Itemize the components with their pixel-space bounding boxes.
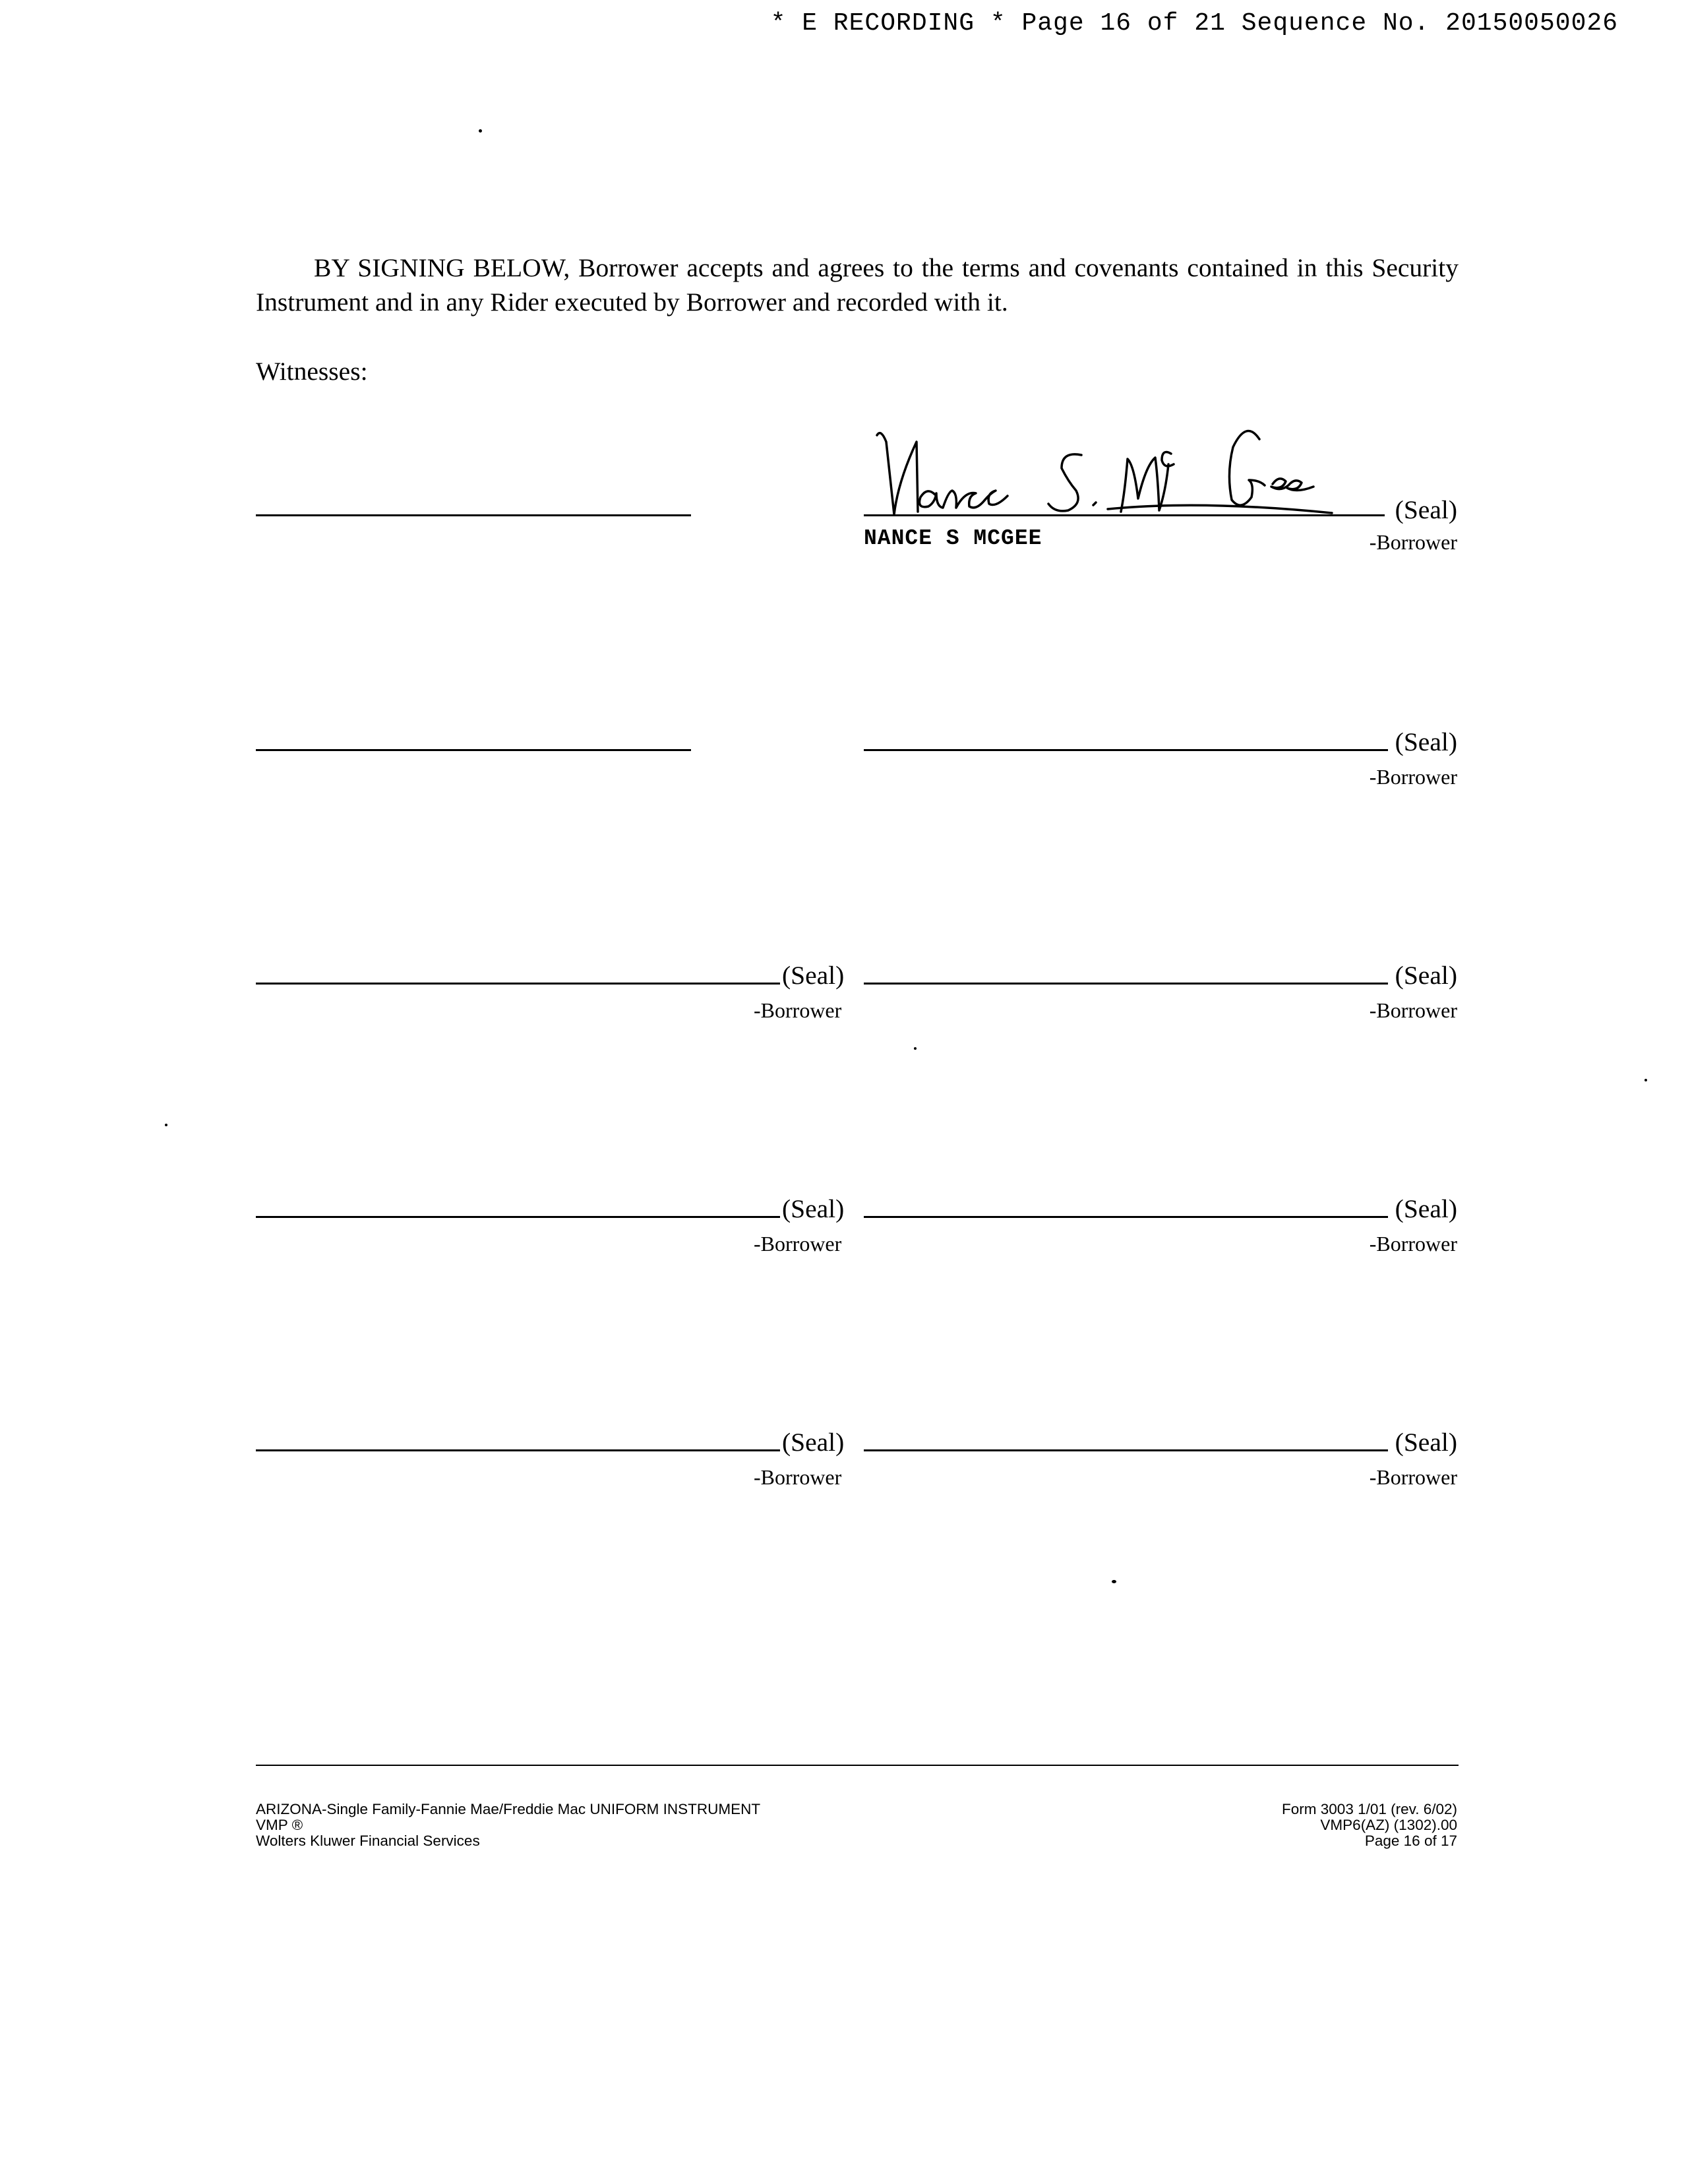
footer-form-number <box>1282 1802 1457 1849</box>
borrower-label: -Borrower <box>1369 765 1457 789</box>
scan-speck <box>914 1047 917 1050</box>
borrower-label: -Borrower <box>754 998 842 1022</box>
footer-form-code: Form 3003 1/01 (rev. 6/02) <box>1282 1801 1457 1817</box>
borrower-line-4-left <box>256 1216 780 1218</box>
scan-speck <box>165 1124 167 1126</box>
recording-stamp: * E RECORDING * Page 16 of 21 Sequence No. 20150050026 <box>770 9 1618 38</box>
seal-label: (Seal) <box>782 1194 845 1223</box>
borrower-line-3-right <box>864 983 1388 985</box>
printed-borrower-name: NANCE S MCGEE <box>864 526 1042 551</box>
seal-label: (Seal) <box>1395 1194 1457 1223</box>
borrower-label: -Borrower <box>1369 1465 1457 1489</box>
seal-label: (Seal) <box>1395 495 1457 524</box>
footer-page-number: Page 16 of 17 <box>1364 1833 1457 1849</box>
witness-line-1 <box>256 514 691 516</box>
scan-speck <box>479 129 482 133</box>
seal-label: (Seal) <box>1395 727 1457 756</box>
scan-speck <box>1644 1079 1647 1081</box>
signing-statement-text: BY SIGNING BELOW, Borrower accepts and agrees to the terms and covenants contained in this Security Instrument and in any Rider executed by Borrower and recorded with it. <box>256 253 1459 317</box>
witness-line-2 <box>256 749 691 751</box>
footer-vmp-code: VMP6(AZ) (1302).00 <box>1320 1817 1457 1833</box>
borrower-line-3-left <box>256 983 780 985</box>
footer-rule <box>256 1765 1459 1766</box>
borrower-label: -Borrower <box>754 1232 842 1256</box>
signing-statement <box>256 251 1459 319</box>
footer-form-info <box>256 1802 760 1849</box>
witnesses-label: Witnesses: <box>256 357 368 386</box>
borrower-signature <box>857 415 1411 528</box>
borrower-label: -Borrower <box>754 1465 842 1489</box>
borrower-label: -Borrower <box>1369 530 1457 554</box>
seal-label: (Seal) <box>1395 1428 1457 1457</box>
borrower-label: -Borrower <box>1369 1232 1457 1256</box>
scan-speck <box>1112 1580 1116 1583</box>
borrower-line-4-right <box>864 1216 1388 1218</box>
seal-label: (Seal) <box>1395 961 1457 990</box>
borrower-line-2 <box>864 749 1388 751</box>
footer-instrument-title: ARIZONA-Single Family-Fannie Mae/Freddie Mac UNIFORM INSTRUMENT <box>256 1801 761 1817</box>
footer-publisher: Wolters Kluwer Financial Services <box>256 1833 480 1849</box>
seal-label: (Seal) <box>782 961 845 990</box>
borrower-line-5-right <box>864 1449 1388 1451</box>
borrower-line-5-left <box>256 1449 780 1451</box>
seal-label: (Seal) <box>782 1428 845 1457</box>
borrower-label: -Borrower <box>1369 998 1457 1022</box>
borrower-line-1 <box>864 514 1385 516</box>
footer-vmp-mark: VMP ® <box>256 1817 303 1833</box>
